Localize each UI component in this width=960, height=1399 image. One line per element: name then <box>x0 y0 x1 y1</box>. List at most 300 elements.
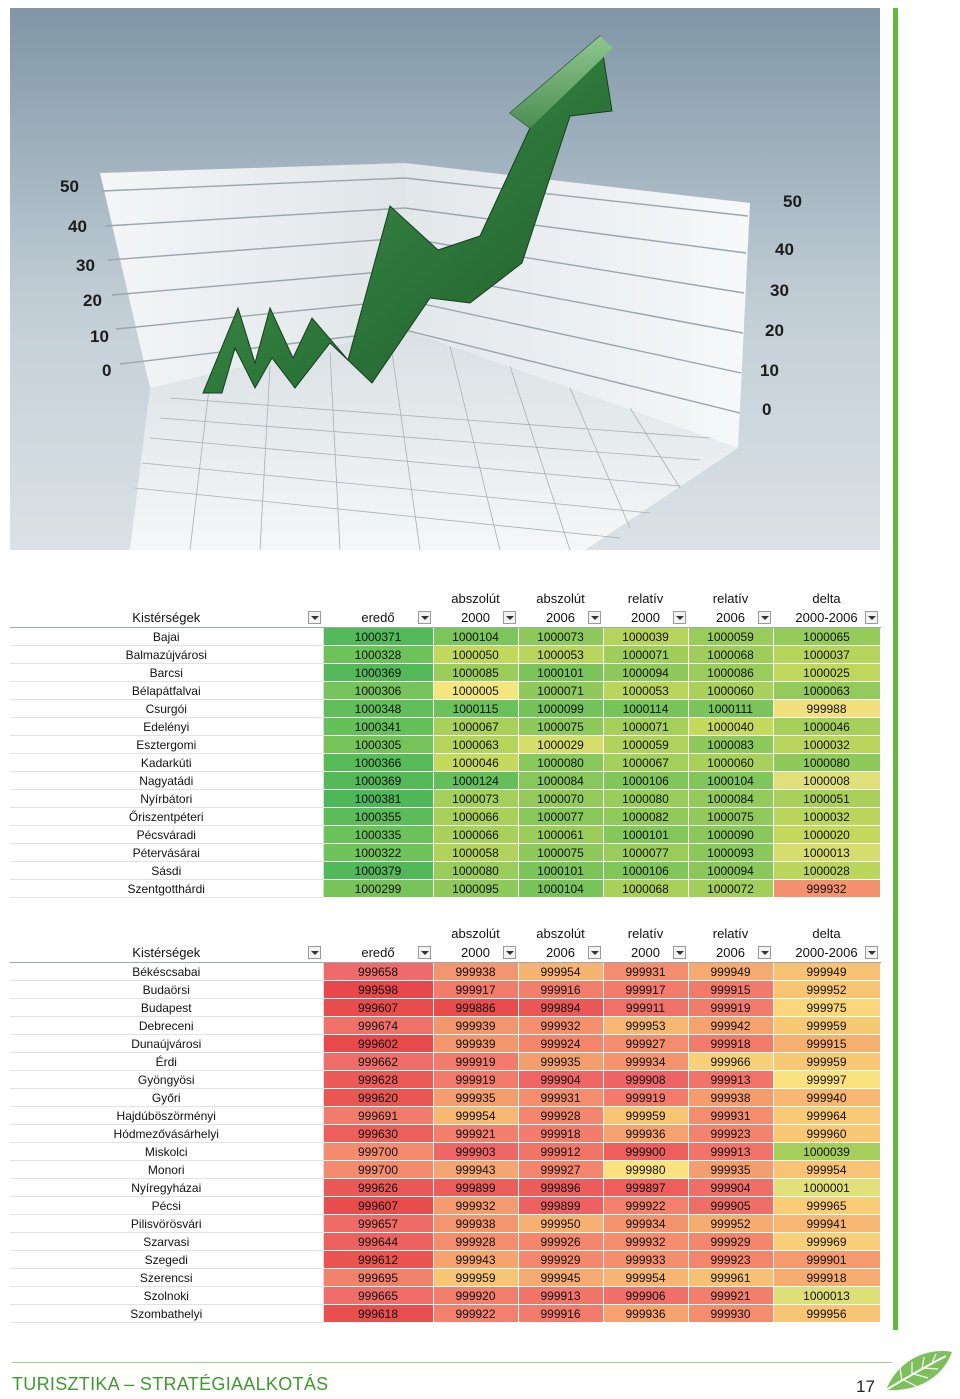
value-cell: 999913 <box>518 1287 603 1305</box>
value-cell: 999965 <box>773 1197 880 1215</box>
table-row <box>10 754 880 772</box>
table-row <box>10 1251 880 1269</box>
value-cell: 1000075 <box>518 718 603 736</box>
value-cell: 999899 <box>433 1179 518 1197</box>
table-supheader-cell <box>323 589 433 608</box>
value-cell: 1000080 <box>603 790 688 808</box>
value-cell: 1000094 <box>603 664 688 682</box>
value-cell: 1000085 <box>433 664 518 682</box>
value-cell: 999908 <box>603 1071 688 1089</box>
table-row <box>10 1287 880 1305</box>
value-cell: 999620 <box>323 1089 433 1107</box>
value-cell: 999935 <box>433 1089 518 1107</box>
column-header-label: 2000 <box>461 610 490 625</box>
value-cell: 1000059 <box>688 628 773 646</box>
table-row <box>10 1305 880 1323</box>
value-cell: 999916 <box>518 1305 603 1323</box>
value-cell: 1000093 <box>688 844 773 862</box>
value-cell: 999917 <box>603 981 688 999</box>
value-cell: 1000104 <box>688 772 773 790</box>
value-cell: 1000001 <box>773 1179 880 1197</box>
value-cell: 999952 <box>688 1215 773 1233</box>
value-cell: 999904 <box>518 1071 603 1089</box>
value-cell: 999935 <box>688 1161 773 1179</box>
value-cell: 999662 <box>323 1053 433 1071</box>
value-cell: 999931 <box>518 1089 603 1107</box>
value-cell: 999904 <box>688 1179 773 1197</box>
value-cell: 999927 <box>518 1161 603 1179</box>
value-cell: 999938 <box>688 1089 773 1107</box>
region-name-cell: Hódmezővásárhelyi <box>10 1125 323 1143</box>
value-cell: 1000114 <box>603 700 688 718</box>
column-header <box>688 608 773 628</box>
region-name-cell: Pilisvörösvári <box>10 1215 323 1233</box>
region-name-cell: Csurgói <box>10 700 323 718</box>
value-cell: 999901 <box>773 1251 880 1269</box>
region-name-cell: Gyöngyösi <box>10 1071 323 1089</box>
column-header <box>10 943 323 963</box>
value-cell: 999931 <box>603 963 688 981</box>
region-name-cell: Pétervásárai <box>10 844 323 862</box>
value-cell: 999959 <box>773 1053 880 1071</box>
region-name-cell: Pécsváradi <box>10 826 323 844</box>
hero-right-tick: 30 <box>770 281 789 300</box>
value-cell: 1000379 <box>323 862 433 880</box>
value-cell: 1000335 <box>323 826 433 844</box>
table-supheader-cell: abszolút <box>451 591 500 606</box>
column-header <box>433 943 518 963</box>
table-row <box>10 1107 880 1125</box>
value-cell: 999886 <box>433 999 518 1017</box>
value-cell: 1000101 <box>518 664 603 682</box>
value-cell: 999923 <box>688 1125 773 1143</box>
value-cell: 999943 <box>433 1161 518 1179</box>
value-cell: 999896 <box>518 1179 603 1197</box>
value-cell: 1000029 <box>518 736 603 754</box>
region-name-cell: Bajai <box>10 628 323 646</box>
value-cell: 999612 <box>323 1251 433 1269</box>
value-cell: 999935 <box>518 1053 603 1071</box>
value-cell: 1000046 <box>433 754 518 772</box>
value-cell: 999943 <box>433 1251 518 1269</box>
region-name-cell: Nyíregyházai <box>10 1179 323 1197</box>
value-cell: 999915 <box>688 981 773 999</box>
table-row <box>10 826 880 844</box>
value-cell: 999969 <box>773 1233 880 1251</box>
column-header-label: 2000-2006 <box>795 610 858 625</box>
value-cell: 999913 <box>688 1071 773 1089</box>
region-name-cell: Szarvasi <box>10 1233 323 1251</box>
value-cell: 1000067 <box>603 754 688 772</box>
leaf-logo-icon <box>882 1346 954 1396</box>
value-cell: 1000104 <box>518 880 603 898</box>
filter-dropdown-icon[interactable] <box>588 611 601 624</box>
region-name-cell: Szentgotthárdi <box>10 880 323 898</box>
filter-dropdown-icon[interactable] <box>673 946 686 959</box>
table-row <box>10 646 880 664</box>
value-cell: 1000060 <box>688 682 773 700</box>
value-cell: 999954 <box>433 1107 518 1125</box>
value-cell: 999936 <box>603 1305 688 1323</box>
value-cell: 999959 <box>603 1107 688 1125</box>
region-name-cell: Érdi <box>10 1053 323 1071</box>
region-name-cell: Balmazújvárosi <box>10 646 323 664</box>
value-cell: 999988 <box>773 700 880 718</box>
value-cell: 1000299 <box>323 880 433 898</box>
table-row <box>10 880 880 898</box>
region-name-cell: Hajdúböszörményi <box>10 1107 323 1125</box>
value-cell: 1000341 <box>323 718 433 736</box>
value-cell: 999919 <box>433 1053 518 1071</box>
table-supheader-cell <box>10 924 323 943</box>
value-cell: 1000073 <box>518 628 603 646</box>
region-name-cell: Dunaújvárosi <box>10 1035 323 1053</box>
value-cell: 1000077 <box>518 808 603 826</box>
value-cell: 999921 <box>433 1125 518 1143</box>
region-name-cell: Szerencsi <box>10 1269 323 1287</box>
value-cell: 1000381 <box>323 790 433 808</box>
value-cell: 1000008 <box>773 772 880 790</box>
value-cell: 1000094 <box>688 862 773 880</box>
value-cell: 999928 <box>518 1107 603 1125</box>
table-supheader-row <box>10 924 880 943</box>
hero-left-tick: 10 <box>90 327 109 346</box>
table-supheader-cell: relatív <box>712 591 749 606</box>
value-cell: 999897 <box>603 1179 688 1197</box>
table-row <box>10 862 880 880</box>
table-supheader-cell: delta <box>812 591 841 606</box>
value-cell: 1000037 <box>773 646 880 664</box>
value-cell: 999894 <box>518 999 603 1017</box>
hero-illustration <box>10 8 880 550</box>
filter-dropdown-icon[interactable] <box>673 611 686 624</box>
region-name-cell: Sásdi <box>10 862 323 880</box>
value-cell: 999980 <box>603 1161 688 1179</box>
hero-right-tick: 0 <box>762 400 772 419</box>
value-cell: 999919 <box>688 999 773 1017</box>
value-cell: 999916 <box>518 981 603 999</box>
column-header <box>603 943 688 963</box>
value-cell: 1000106 <box>603 862 688 880</box>
value-cell: 999657 <box>323 1215 433 1233</box>
table-row <box>10 963 880 981</box>
region-name-cell: Őriszentpéteri <box>10 808 323 826</box>
region-name-cell: Nyírbátori <box>10 790 323 808</box>
value-cell: 999919 <box>433 1071 518 1089</box>
value-cell: 1000082 <box>603 808 688 826</box>
value-cell: 1000058 <box>433 844 518 862</box>
value-cell: 1000075 <box>518 844 603 862</box>
value-cell: 999903 <box>433 1143 518 1161</box>
value-cell: 1000369 <box>323 772 433 790</box>
value-cell: 999932 <box>773 880 880 898</box>
filter-dropdown-icon[interactable] <box>865 611 878 624</box>
value-cell: 1000322 <box>323 844 433 862</box>
filter-dropdown-icon[interactable] <box>865 946 878 959</box>
table-header-row <box>10 943 880 963</box>
value-cell: 999626 <box>323 1179 433 1197</box>
value-cell: 999905 <box>688 1197 773 1215</box>
table-row <box>10 1269 880 1287</box>
value-cell: 999941 <box>773 1215 880 1233</box>
value-cell: 1000083 <box>688 736 773 754</box>
filter-dropdown-icon[interactable] <box>588 946 601 959</box>
table-bottom-grid <box>10 924 881 1323</box>
value-cell: 1000061 <box>518 826 603 844</box>
value-cell: 999949 <box>773 963 880 981</box>
value-cell: 999926 <box>518 1233 603 1251</box>
value-cell: 999700 <box>323 1161 433 1179</box>
hero-right-tick: 20 <box>765 321 784 340</box>
column-header <box>688 943 773 963</box>
table-supheader-cell <box>10 589 323 608</box>
value-cell: 999933 <box>603 1251 688 1269</box>
table-supheader-cell: abszolút <box>536 591 585 606</box>
value-cell: 999938 <box>433 963 518 981</box>
value-cell: 1000086 <box>688 664 773 682</box>
value-cell: 999931 <box>688 1107 773 1125</box>
table-row <box>10 1179 880 1197</box>
value-cell: 999644 <box>323 1233 433 1251</box>
region-name-cell: Bélapátfalvai <box>10 682 323 700</box>
region-name-cell: Esztergomi <box>10 736 323 754</box>
value-cell: 999954 <box>518 963 603 981</box>
table-supheader-cell <box>323 924 433 943</box>
table-row <box>10 981 880 999</box>
value-cell: 999695 <box>323 1269 433 1287</box>
region-name-cell: Győri <box>10 1089 323 1107</box>
value-cell: 1000080 <box>518 754 603 772</box>
table-row <box>10 700 880 718</box>
value-cell: 999920 <box>433 1287 518 1305</box>
value-cell: 999911 <box>603 999 688 1017</box>
value-cell: 999915 <box>773 1035 880 1053</box>
value-cell: 999919 <box>603 1089 688 1107</box>
value-cell: 999602 <box>323 1035 433 1053</box>
value-cell: 1000124 <box>433 772 518 790</box>
value-cell: 1000080 <box>773 754 880 772</box>
hero-left-tick: 50 <box>60 177 79 196</box>
value-cell: 999939 <box>433 1017 518 1035</box>
column-header-label: eredő <box>361 610 395 625</box>
value-cell: 1000369 <box>323 664 433 682</box>
value-cell: 999674 <box>323 1017 433 1035</box>
region-name-cell: Nagyatádi <box>10 772 323 790</box>
value-cell: 999700 <box>323 1143 433 1161</box>
filter-dropdown-icon[interactable] <box>418 611 431 624</box>
value-cell: 1000115 <box>433 700 518 718</box>
value-cell: 999929 <box>518 1251 603 1269</box>
value-cell: 999936 <box>603 1125 688 1143</box>
value-cell: 1000075 <box>688 808 773 826</box>
column-header-label: 2006 <box>716 945 745 960</box>
value-cell: 1000355 <box>323 808 433 826</box>
table-row <box>10 1035 880 1053</box>
table-header-row <box>10 608 880 628</box>
value-cell: 1000095 <box>433 880 518 898</box>
value-cell: 999630 <box>323 1125 433 1143</box>
table-row <box>10 1197 880 1215</box>
value-cell: 1000040 <box>688 718 773 736</box>
value-cell: 1000065 <box>773 628 880 646</box>
value-cell: 999949 <box>688 963 773 981</box>
column-header-label: 2000 <box>631 610 660 625</box>
value-cell: 1000306 <box>323 682 433 700</box>
value-cell: 999953 <box>603 1017 688 1035</box>
value-cell: 1000025 <box>773 664 880 682</box>
value-cell: 999924 <box>518 1035 603 1053</box>
table-row <box>10 1143 880 1161</box>
table-top <box>10 589 880 898</box>
value-cell: 1000039 <box>603 628 688 646</box>
table-row <box>10 718 880 736</box>
value-cell: 1000328 <box>323 646 433 664</box>
value-cell: 1000071 <box>518 682 603 700</box>
value-cell: 1000084 <box>518 772 603 790</box>
table-supheader-cell: relatív <box>627 926 664 941</box>
value-cell: 999930 <box>688 1305 773 1323</box>
value-cell: 999960 <box>773 1125 880 1143</box>
table-supheader-cell: delta <box>812 926 841 941</box>
value-cell: 1000073 <box>433 790 518 808</box>
region-name-cell: Barcsi <box>10 664 323 682</box>
table-supheader-cell: relatív <box>712 926 749 941</box>
region-name-cell: Szolnoki <box>10 1287 323 1305</box>
value-cell: 999906 <box>603 1287 688 1305</box>
value-cell: 1000071 <box>603 718 688 736</box>
region-name-cell: Monori <box>10 1161 323 1179</box>
value-cell: 1000106 <box>603 772 688 790</box>
filter-dropdown-icon[interactable] <box>758 946 771 959</box>
table-row <box>10 1233 880 1251</box>
value-cell: 999918 <box>518 1125 603 1143</box>
footer-title: TURISZTIKA – STRATÉGIAALKOTÁS <box>12 1374 329 1394</box>
value-cell: 999934 <box>603 1215 688 1233</box>
value-cell: 999921 <box>688 1287 773 1305</box>
page-accent-bar <box>893 8 898 1330</box>
table-row <box>10 1125 880 1143</box>
value-cell: 1000032 <box>773 736 880 754</box>
table-row <box>10 1089 880 1107</box>
value-cell: 999932 <box>518 1017 603 1035</box>
table-top-grid <box>10 589 881 898</box>
value-cell: 999923 <box>688 1251 773 1269</box>
column-header-label: Kistérségek <box>132 610 201 625</box>
column-header-label: 2006 <box>546 945 575 960</box>
value-cell: 1000366 <box>323 754 433 772</box>
value-cell: 1000063 <box>433 736 518 754</box>
value-cell: 1000050 <box>433 646 518 664</box>
value-cell: 1000067 <box>433 718 518 736</box>
value-cell: 999922 <box>433 1305 518 1323</box>
value-cell: 999956 <box>773 1305 880 1323</box>
table-row <box>10 736 880 754</box>
value-cell: 1000013 <box>773 1287 880 1305</box>
region-name-cell: Békéscsabai <box>10 963 323 981</box>
value-cell: 1000068 <box>603 880 688 898</box>
value-cell: 1000059 <box>603 736 688 754</box>
filter-dropdown-icon[interactable] <box>308 946 321 959</box>
value-cell: 999918 <box>688 1035 773 1053</box>
value-cell: 1000305 <box>323 736 433 754</box>
hero-left-tick: 30 <box>76 256 95 275</box>
value-cell: 1000032 <box>773 808 880 826</box>
table-row <box>10 628 880 646</box>
region-name-cell: Szombathelyi <box>10 1305 323 1323</box>
value-cell: 1000005 <box>433 682 518 700</box>
table-row <box>10 1053 880 1071</box>
value-cell: 999975 <box>773 999 880 1017</box>
value-cell: 1000077 <box>603 844 688 862</box>
value-cell: 1000068 <box>688 646 773 664</box>
value-cell: 999912 <box>518 1143 603 1161</box>
region-name-cell: Kadarkúti <box>10 754 323 772</box>
filter-dropdown-icon[interactable] <box>503 611 516 624</box>
filter-dropdown-icon[interactable] <box>503 946 516 959</box>
footer-divider <box>12 1362 892 1363</box>
value-cell: 999940 <box>773 1089 880 1107</box>
value-cell: 1000053 <box>603 682 688 700</box>
value-cell: 999917 <box>433 981 518 999</box>
table-supheader-cell: abszolút <box>536 926 585 941</box>
table-row <box>10 844 880 862</box>
value-cell: 999966 <box>688 1053 773 1071</box>
value-cell: 1000020 <box>773 826 880 844</box>
value-cell: 1000104 <box>433 628 518 646</box>
value-cell: 1000090 <box>688 826 773 844</box>
value-cell: 999959 <box>433 1269 518 1287</box>
column-header <box>773 943 880 963</box>
value-cell: 999899 <box>518 1197 603 1215</box>
table-row <box>10 790 880 808</box>
column-header <box>323 608 433 628</box>
value-cell: 999959 <box>773 1017 880 1035</box>
filter-dropdown-icon[interactable] <box>308 611 321 624</box>
value-cell: 999665 <box>323 1287 433 1305</box>
value-cell: 1000101 <box>603 826 688 844</box>
value-cell: 1000060 <box>688 754 773 772</box>
value-cell: 1000084 <box>688 790 773 808</box>
value-cell: 1000099 <box>518 700 603 718</box>
column-header <box>323 943 433 963</box>
table-supheader-cell: abszolút <box>451 926 500 941</box>
value-cell: 999954 <box>773 1161 880 1179</box>
column-header <box>433 608 518 628</box>
value-cell: 999918 <box>773 1269 880 1287</box>
value-cell: 999964 <box>773 1107 880 1125</box>
region-name-cell: Pécsi <box>10 1197 323 1215</box>
hero-left-tick: 0 <box>102 361 112 380</box>
value-cell: 1000039 <box>773 1143 880 1161</box>
table-row <box>10 1161 880 1179</box>
filter-dropdown-icon[interactable] <box>758 611 771 624</box>
hero-left-tick: 20 <box>83 291 102 310</box>
value-cell: 999952 <box>773 981 880 999</box>
hero-right-tick: 10 <box>760 361 779 380</box>
filter-dropdown-icon[interactable] <box>418 946 431 959</box>
value-cell: 1000028 <box>773 862 880 880</box>
table-row <box>10 808 880 826</box>
value-cell: 1000066 <box>433 826 518 844</box>
value-cell: 999934 <box>603 1053 688 1071</box>
value-cell: 999961 <box>688 1269 773 1287</box>
value-cell: 1000111 <box>688 700 773 718</box>
value-cell: 999942 <box>688 1017 773 1035</box>
column-header-label: 2006 <box>716 610 745 625</box>
column-header-label: 2000 <box>631 945 660 960</box>
table-row <box>10 772 880 790</box>
column-header <box>773 608 880 628</box>
